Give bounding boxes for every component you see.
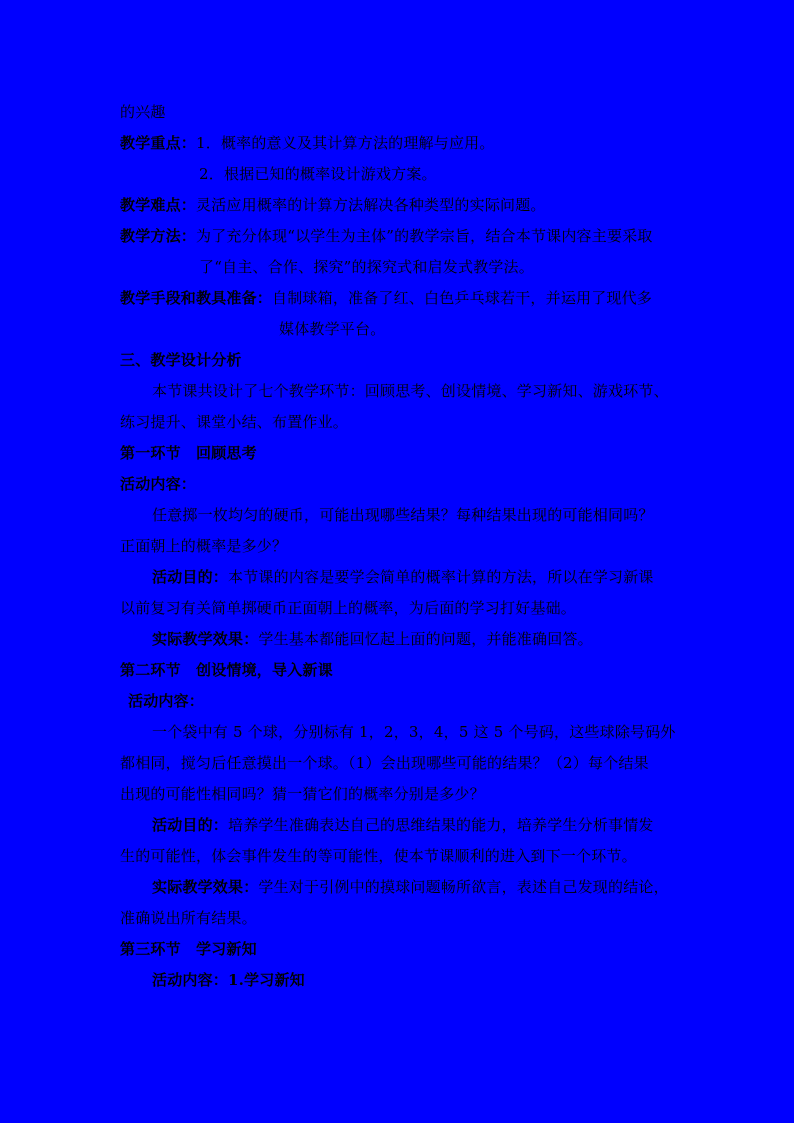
- activity-content-text: 活动内容：1.学习新知: [152, 971, 305, 989]
- difficulties-text: 灵活应用概率的计算方法解决各种类型的实际问题。: [196, 196, 546, 214]
- text-line-content: 的兴趣: [120, 103, 166, 121]
- paragraph-line: [152, 722, 676, 742]
- activity-goal-label: 活动目的：: [152, 568, 229, 586]
- stage-heading-text: 第一环节 回顾思考: [120, 444, 257, 462]
- paragraph-line: [152, 381, 669, 401]
- section-heading: [120, 350, 242, 370]
- methods-text-2: 了“自主、合作、探究”的探究式和启发式教学法。: [199, 258, 534, 276]
- activity-content-label: [120, 474, 196, 494]
- activity-goal-text: 本节课的内容是要学会简单的概率计算的方法，所以在学习新课: [228, 568, 654, 586]
- methods-label: 教学方法：: [120, 227, 197, 245]
- paragraph-line: [120, 908, 257, 928]
- paragraph-line: [120, 753, 649, 773]
- teaching-effect-label: 实际教学效果：: [152, 630, 259, 648]
- paragraph-text: 本节课共设计了七个教学环节：回顾思考、创设情境、学习新知、游戏环节、: [152, 382, 669, 400]
- activity-goal-line: [152, 815, 654, 835]
- tools-text-2: 媒体教学平台。: [279, 320, 386, 338]
- activity-content-label: [128, 691, 204, 711]
- section-heading-text: 三、教学设计分析: [120, 351, 242, 369]
- paragraph-text: 生的可能性，体会事件发生的等可能性，使本节课顺利的进入到下一个环节。: [120, 847, 637, 865]
- methods-text: 为了充分体现“以学生为主体”的教学宗旨，结合本节课内容主要采取: [196, 227, 653, 245]
- paragraph-line: [120, 412, 348, 432]
- activity-content-line: [152, 970, 305, 990]
- text-line: [120, 102, 166, 122]
- activity-goal-text: 培养学生准确表达自己的思维结果的能力，培养学生分析事情发: [228, 816, 654, 834]
- stage-heading-text: 第二环节 创设情境，导入新课: [120, 661, 333, 679]
- teaching-effect-line: [152, 877, 669, 897]
- paragraph-line: [152, 505, 654, 525]
- teaching-effect-text: 学生基本都能回忆起上面的问题，并能准确回答。: [258, 630, 593, 648]
- tools-label: 教学手段和教具准备：: [120, 289, 273, 307]
- stage-heading-1: [120, 443, 257, 463]
- paragraph-text: 任意掷一枚均匀的硬币，可能出现哪些结果？每种结果出现的可能相同吗？: [152, 506, 654, 524]
- paragraph-line: [120, 784, 485, 804]
- paragraph-text: 正面朝上的概率是多少？: [120, 537, 288, 555]
- activity-goal-line: [152, 567, 654, 587]
- paragraph-line: [120, 598, 576, 618]
- methods-line: [120, 226, 653, 246]
- paragraph-text: 都相同，搅匀后任意摸出一个球。（1）会出现哪些可能的结果？（2）每个结果: [120, 754, 649, 772]
- paragraph-text: 出现的可能性相同吗？猜一猜它们的概率分别是多少？: [120, 785, 485, 803]
- stage-heading-text: 第三环节 学习新知: [120, 940, 257, 958]
- key-points-line: [120, 133, 495, 153]
- key-points-line-2: [199, 164, 437, 184]
- paragraph-text: 一个袋中有 5 个球，分别标有 1，2，3，4，5 这 5 个号码，这些球除号码外: [152, 723, 676, 741]
- activity-goal-label: 活动目的：: [152, 816, 229, 834]
- tools-line-2: [279, 319, 385, 339]
- activity-content-label-text: 活动内容：: [128, 692, 205, 710]
- difficulties-line: [120, 195, 546, 215]
- activity-content-label-text: 活动内容：: [120, 475, 197, 493]
- teaching-effect-label: 实际教学效果：: [152, 878, 259, 896]
- tools-text: 自制球箱，准备了红、白色乒乓球若干，并运用了现代多: [272, 289, 653, 307]
- difficulties-label: 教学难点：: [120, 196, 197, 214]
- teaching-effect-line: [152, 629, 593, 649]
- paragraph-text: 准确说出所有结果。: [120, 909, 257, 927]
- tools-line: [120, 288, 652, 308]
- teaching-effect-text: 学生对于引例中的摸球问题畅所欲言，表述自己发现的结论，: [258, 878, 669, 896]
- stage-heading-3: [120, 939, 257, 959]
- key-points-label: 教学重点：: [120, 134, 197, 152]
- key-points-item-1: 1．概率的意义及其计算方法的理解与应用。: [196, 134, 495, 152]
- methods-line-2: [199, 257, 534, 277]
- paragraph-line: [120, 846, 637, 866]
- key-points-item-2: 2．根据已知的概率设计游戏方案。: [199, 165, 437, 183]
- paragraph-text: 以前复习有关简单掷硬币正面朝上的概率，为后面的学习打好基础。: [120, 599, 577, 617]
- stage-heading-2: [120, 660, 333, 680]
- paragraph-text: 练习提升、课堂小结、布置作业。: [120, 413, 349, 431]
- paragraph-line: [120, 536, 287, 556]
